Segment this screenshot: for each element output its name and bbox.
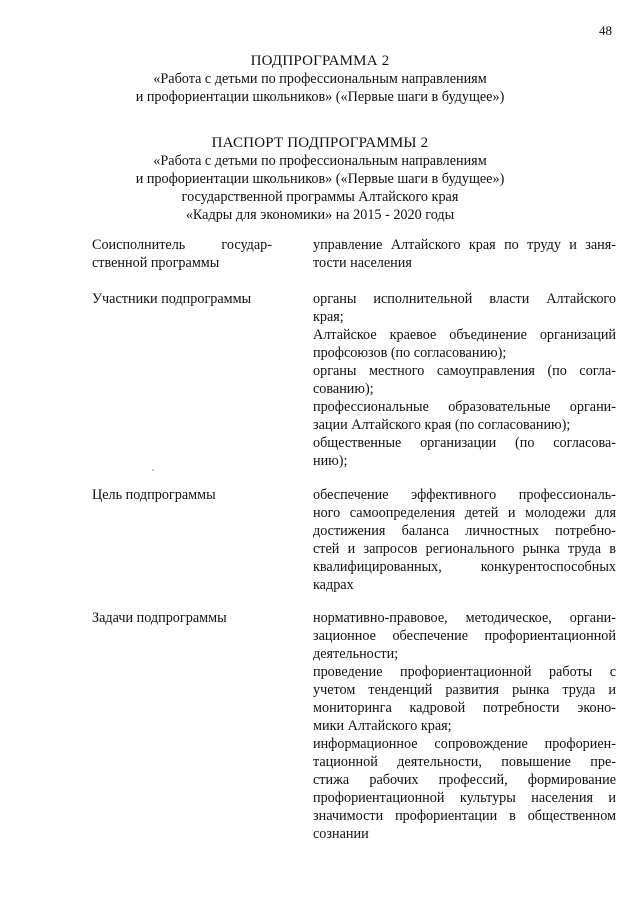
page-number: 48 [599,23,612,38]
value-line: стей и запросов регионального рынка труда в [313,541,616,557]
value-line: тости населения [313,255,412,271]
row-value [313,486,616,594]
value-line: Алтайское краевое объединение организаций [313,327,616,343]
value-line: тационной деятельности, повышение пре- [313,754,616,770]
row-label [92,290,272,308]
value-line: общественные организации (по согласова- [313,435,616,451]
subprogram-subtitle-line2: и профориентации школьников» («Первые шаги в будущее») [135,89,505,105]
label-line: Задачи подпрограммы [92,610,227,626]
value-line: мики Алтайского края; [313,718,452,734]
value-line: профессиональные образовательные органи- [313,399,616,415]
value-line: учетом тенденций развития рынка труда и [313,682,616,698]
passport-line4: «Кадры для экономики» на 2015 - 2020 годы [185,207,455,223]
value-line: управление Алтайского края по труду и заня- [313,237,616,253]
value-line: сознании [313,826,369,842]
value-line: профориентационной культуры населения и [313,790,616,806]
value-line: стижа рабочих профессий, формирование [313,772,616,788]
label-line: Соисполнитель государ- [92,237,272,253]
row-label [92,486,272,504]
passport-title: ПАСПОРТ ПОДПРОГРАММЫ 2 [211,135,429,151]
row-label [92,236,272,272]
value-line: нию); [313,453,348,469]
label-line: Участники подпрограммы [92,291,252,307]
row-value [313,236,616,272]
value-line: нормативно-правовое, методическое, органи- [313,610,616,626]
value-line: органы исполнительной власти Алтайского [313,291,616,307]
subprogram-heading [0,52,640,106]
value-line: края; [313,309,344,325]
subprogram-title: ПОДПРОГРАММА 2 [250,53,390,69]
value-line: достижения баланса личностных потребно- [313,523,616,539]
scan-dot [152,469,154,471]
value-line: сованию); [313,381,374,397]
passport-line3: государственной программы Алтайского края [181,189,459,205]
value-line: квалифицированных, конкурентоспособных [313,559,616,575]
row-value [313,290,616,470]
value-line: органы местного самоуправления (по согла- [313,363,616,379]
value-line: кадрах [313,577,354,593]
value-line: зации Алтайского края (по согласованию); [313,417,571,433]
passport-line2: и профориентации школьников» («Первые шаги в будущее») [135,171,505,187]
subprogram-subtitle-line1: «Работа с детьми по профессиональным направлениям [153,71,487,87]
passport-line1: «Работа с детьми по профессиональным направлениям [153,153,487,169]
value-line: информационное сопровождение профориен- [313,736,616,752]
value-line: мониторинга кадровой потребности эконо- [313,700,616,716]
value-line: значимости профориентации в общественном [313,808,616,824]
value-line: профсоюзов (по согласованию); [313,345,507,361]
value-line: обеспечение эффективного профессиональ- [313,487,616,503]
row-value [313,609,616,843]
value-line: зационное обеспечение профориентационной [313,628,616,644]
label-line: ственной программы [92,255,220,271]
passport-heading [0,134,640,224]
label-line: Цель подпрограммы [92,487,216,503]
row-label [92,609,272,627]
value-line: деятельности; [313,646,399,662]
value-line: ного самоопределения детей и молодежи для [313,505,616,521]
value-line: проведение профориентационной работы с [313,664,616,680]
